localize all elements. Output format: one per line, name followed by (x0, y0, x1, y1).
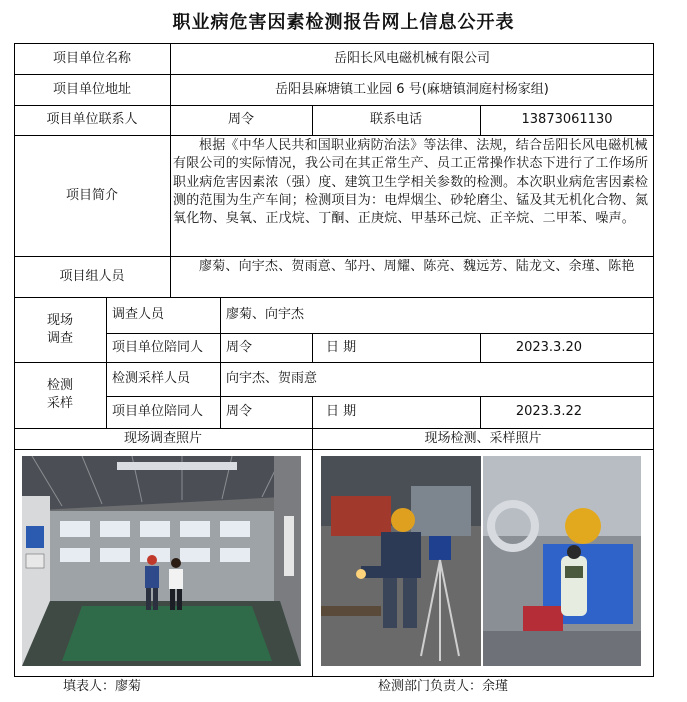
phone-value: 13873061130 (521, 112, 613, 127)
dept-head-signature: 检测部门负责人：余瑾 (378, 679, 509, 694)
survey-group-label: 现场调查 (46, 312, 73, 346)
contact-name: 周令 (227, 112, 254, 127)
contact-label: 项目单位联系人 (46, 112, 138, 127)
team-members: 廖菊、向宇杰、贺雨意、邹丹、周耀、陈亮、魏远芳、陆龙文、余瑾、陈艳 (199, 259, 635, 274)
investigator-label: 调查人员 (112, 307, 165, 322)
sampling-escort-value: 周令 (226, 404, 253, 419)
survey-escort-label: 项目单位陪同人 (112, 339, 204, 355)
intro-text: 根据《中华人民共和国职业病防治法》等法律、法规，结合岳阳长风电磁机械有限公司的实际情况，我公司在其正常生产、员工正常操作状态下进行了工作场所职业病危害因素浓（强）度、建筑卫生学相关参数的检测。本次职业病危害因素检测的范围为生产车间；检测项目为：电焊烟尘、砂轮磨尘、锰及其无机化合物、氮氧化物、臭氧、正戊烷、丁酮、正庚烷、甲基环己烷、正辛烷、二甲苯、噪声。 (173, 138, 649, 227)
unit-name-value: 岳阳长风电磁机械有限公司 (333, 50, 490, 66)
phone-label: 联系电话 (369, 112, 422, 127)
survey-escort-value: 周令 (226, 339, 253, 355)
filler-signature: 填表人：廖菊 (63, 679, 142, 694)
investigators-value: 廖菊、向宇杰 (226, 307, 305, 322)
survey-date-label: 日 期 (326, 339, 357, 355)
survey-photo-header: 现场调查照片 (123, 430, 202, 446)
unit-address-value: 岳阳县麻塘镇工业园 6 号(麻塘镇洞庭村杨家组) (275, 81, 549, 97)
survey-photo (22, 456, 301, 666)
unit-name-label: 项目单位名称 (52, 50, 131, 66)
sampling-photo-welding (321, 456, 481, 666)
intro-label: 项目简介 (65, 187, 118, 203)
sampler-label: 检测采样人员 (112, 371, 191, 386)
sampling-group-label: 检测采样 (46, 378, 73, 411)
sampling-date-value: 2023.3.22 (515, 404, 582, 419)
page-title: 职业病危害因素检测报告网上信息公开表 (172, 12, 515, 33)
sampling-escort-label: 项目单位陪同人 (112, 404, 204, 419)
survey-date-value: 2023.3.20 (515, 339, 582, 355)
sampling-photo-header: 现场检测、采样照片 (424, 430, 542, 446)
sampling-date-label: 日 期 (326, 404, 357, 419)
unit-address-label: 项目单位地址 (52, 81, 131, 97)
sampling-photo-noise-meter (483, 456, 641, 666)
samplers-value: 向宇杰、贺雨意 (226, 371, 318, 386)
team-label: 项目组人员 (59, 268, 125, 284)
